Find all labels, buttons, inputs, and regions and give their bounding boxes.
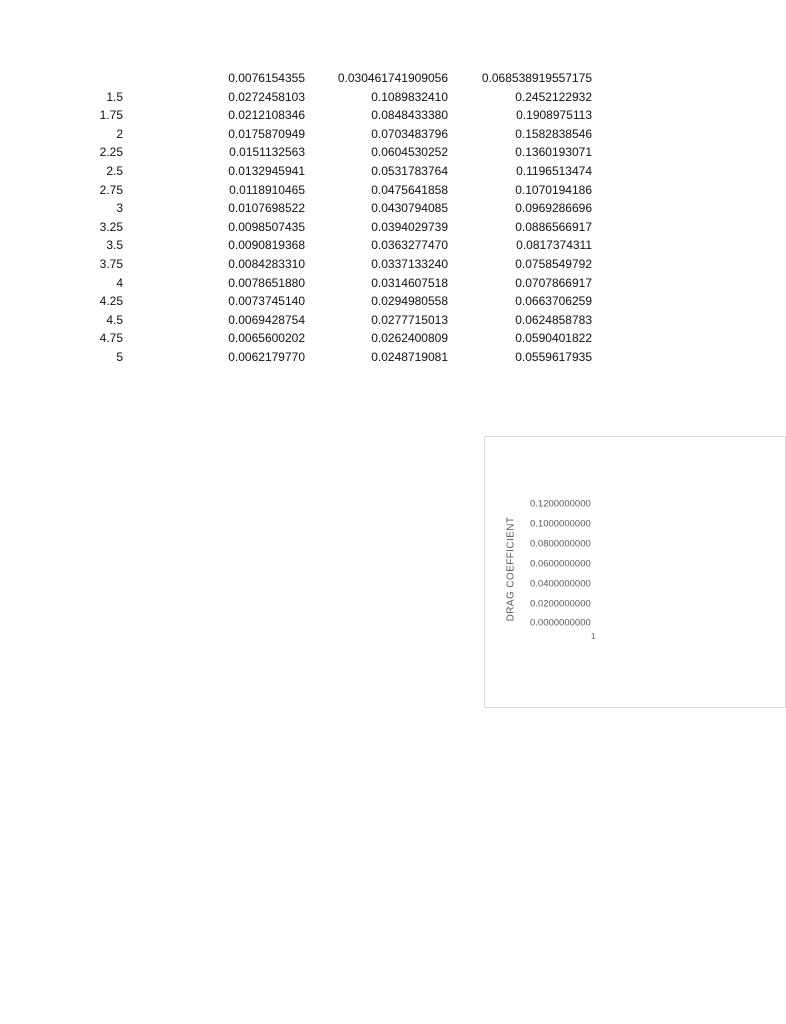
value-cell[interactable]: 0.0084283310 — [228, 256, 305, 271]
value-cell[interactable]: 0.0294980558 — [371, 294, 448, 309]
y-tick-label: 0.0200000000 — [530, 598, 591, 609]
row-label-cell[interactable]: 1.5 — [106, 89, 123, 104]
value-cell[interactable]: 0.0707866917 — [515, 275, 592, 290]
row-label-cell[interactable]: 3 — [116, 201, 123, 216]
table-row — [0, 181, 768, 200]
value-cell[interactable]: 0.0817374311 — [516, 238, 592, 253]
value-cell[interactable]: 0.0337133240 — [371, 256, 448, 271]
value-cell[interactable]: 0.0151132563 — [229, 145, 305, 160]
row-label-cell[interactable]: 4 — [116, 275, 123, 290]
value-cell[interactable]: 0.0886566917 — [515, 219, 592, 234]
value-cell[interactable]: 0.068538919557175 — [481, 71, 592, 85]
value-cell[interactable]: 0.0098507435 — [228, 219, 305, 234]
value-cell[interactable]: 0.030461741909056 — [337, 71, 448, 85]
table-row — [0, 143, 768, 162]
value-cell[interactable]: 0.0107698522 — [228, 201, 305, 216]
value-cell[interactable]: 0.0118910465 — [229, 182, 305, 197]
table-row — [0, 69, 768, 88]
x-axis-tick-fragment: 1 — [591, 632, 596, 641]
value-cell[interactable]: 0.0090819368 — [228, 238, 305, 253]
value-cell[interactable]: 0.0314607518 — [371, 275, 448, 290]
y-tick-label: 0.0000000000 — [530, 617, 591, 629]
value-cell[interactable]: 0.0262400809 — [371, 331, 448, 346]
row-label-cell[interactable]: 4.25 — [99, 294, 123, 309]
value-cell[interactable]: 0.1196513474 — [516, 163, 592, 178]
y-tick-label: 0.0600000000 — [530, 558, 591, 570]
row-label-cell[interactable]: 5 — [116, 349, 123, 364]
y-axis-title: DRAG COEFFICIENT — [505, 516, 517, 622]
value-cell[interactable]: 0.1070194186 — [515, 182, 592, 197]
value-cell[interactable]: 0.1360193071 — [515, 145, 592, 160]
chart-frame[interactable] — [484, 436, 786, 708]
value-cell[interactable]: 0.0069428754 — [228, 312, 305, 327]
spreadsheet-table — [0, 69, 768, 367]
value-cell[interactable]: 0.1089832410 — [371, 89, 448, 104]
chart-area[interactable] — [484, 436, 594, 708]
y-tick-label: 0.1000000000 — [530, 518, 591, 530]
y-tick-label: 0.0800000000 — [530, 538, 591, 550]
row-label-cell[interactable]: 3.5 — [106, 238, 123, 253]
value-cell[interactable]: 0.0559617935 — [515, 349, 592, 364]
value-cell[interactable]: 0.0531783764 — [371, 163, 448, 178]
table-row — [0, 125, 768, 144]
value-cell[interactable]: 0.0078651880 — [228, 275, 305, 290]
table-row — [0, 236, 768, 255]
value-cell[interactable]: 0.0758549792 — [515, 256, 592, 271]
value-cell[interactable]: 0.0475641858 — [371, 182, 448, 197]
value-cell[interactable]: 0.1582838546 — [515, 126, 592, 141]
value-cell[interactable]: 0.0848433380 — [371, 108, 448, 123]
table-row — [0, 329, 768, 348]
value-cell[interactable]: 0.2452122932 — [515, 89, 592, 104]
value-cell[interactable]: 0.0590401822 — [515, 331, 592, 346]
value-cell[interactable]: 0.1908975113 — [516, 108, 592, 123]
value-cell[interactable]: 0.0272458103 — [228, 89, 305, 104]
table-row — [0, 218, 768, 237]
value-cell[interactable]: 0.0430794085 — [371, 201, 448, 216]
row-label-cell[interactable]: 2 — [116, 126, 123, 141]
table-row — [0, 106, 768, 125]
y-tick-label: 0.0400000000 — [530, 578, 591, 590]
table-row — [0, 162, 768, 181]
table-row — [0, 311, 768, 330]
table-row — [0, 292, 768, 311]
value-cell[interactable]: 0.0062179770 — [228, 349, 305, 364]
row-label-cell[interactable]: 3.75 — [99, 256, 123, 271]
value-cell[interactable]: 0.0132945941 — [228, 163, 305, 178]
value-cell[interactable]: 0.0624858783 — [515, 312, 592, 327]
value-cell[interactable]: 0.0076154355 — [228, 71, 305, 85]
value-cell[interactable]: 0.0175870949 — [228, 126, 305, 141]
value-cell[interactable]: 0.0363277470 — [371, 238, 448, 253]
value-cell[interactable]: 0.0604530252 — [371, 145, 448, 160]
table-row — [0, 199, 768, 218]
value-cell[interactable]: 0.0065600202 — [228, 331, 305, 346]
row-label-cell[interactable]: 2.25 — [99, 145, 123, 160]
value-cell[interactable]: 0.0703483796 — [371, 126, 448, 141]
table-row — [0, 348, 768, 367]
value-cell[interactable]: 0.0248719081 — [371, 349, 448, 364]
table-row — [0, 274, 768, 293]
value-cell[interactable]: 0.0663706259 — [515, 294, 592, 309]
table-row — [0, 88, 768, 107]
value-cell[interactable]: 0.0073745140 — [228, 294, 305, 309]
row-label-cell[interactable]: 4.75 — [99, 331, 123, 346]
row-label-cell[interactable]: 1.75 — [99, 108, 123, 123]
table-row — [0, 255, 768, 274]
value-cell[interactable]: 0.0969286696 — [515, 201, 592, 216]
row-label-cell[interactable]: 2.75 — [99, 182, 123, 197]
value-cell[interactable]: 0.0394029739 — [371, 219, 448, 234]
row-label-cell[interactable]: 4.5 — [106, 312, 123, 327]
row-label-cell[interactable]: 2.5 — [106, 163, 123, 178]
row-label-cell[interactable]: 3.25 — [99, 219, 123, 234]
y-tick-label: 0.1200000000 — [530, 498, 591, 510]
value-cell[interactable]: 0.0277715013 — [371, 312, 448, 327]
value-cell[interactable]: 0.0212108346 — [228, 108, 305, 123]
